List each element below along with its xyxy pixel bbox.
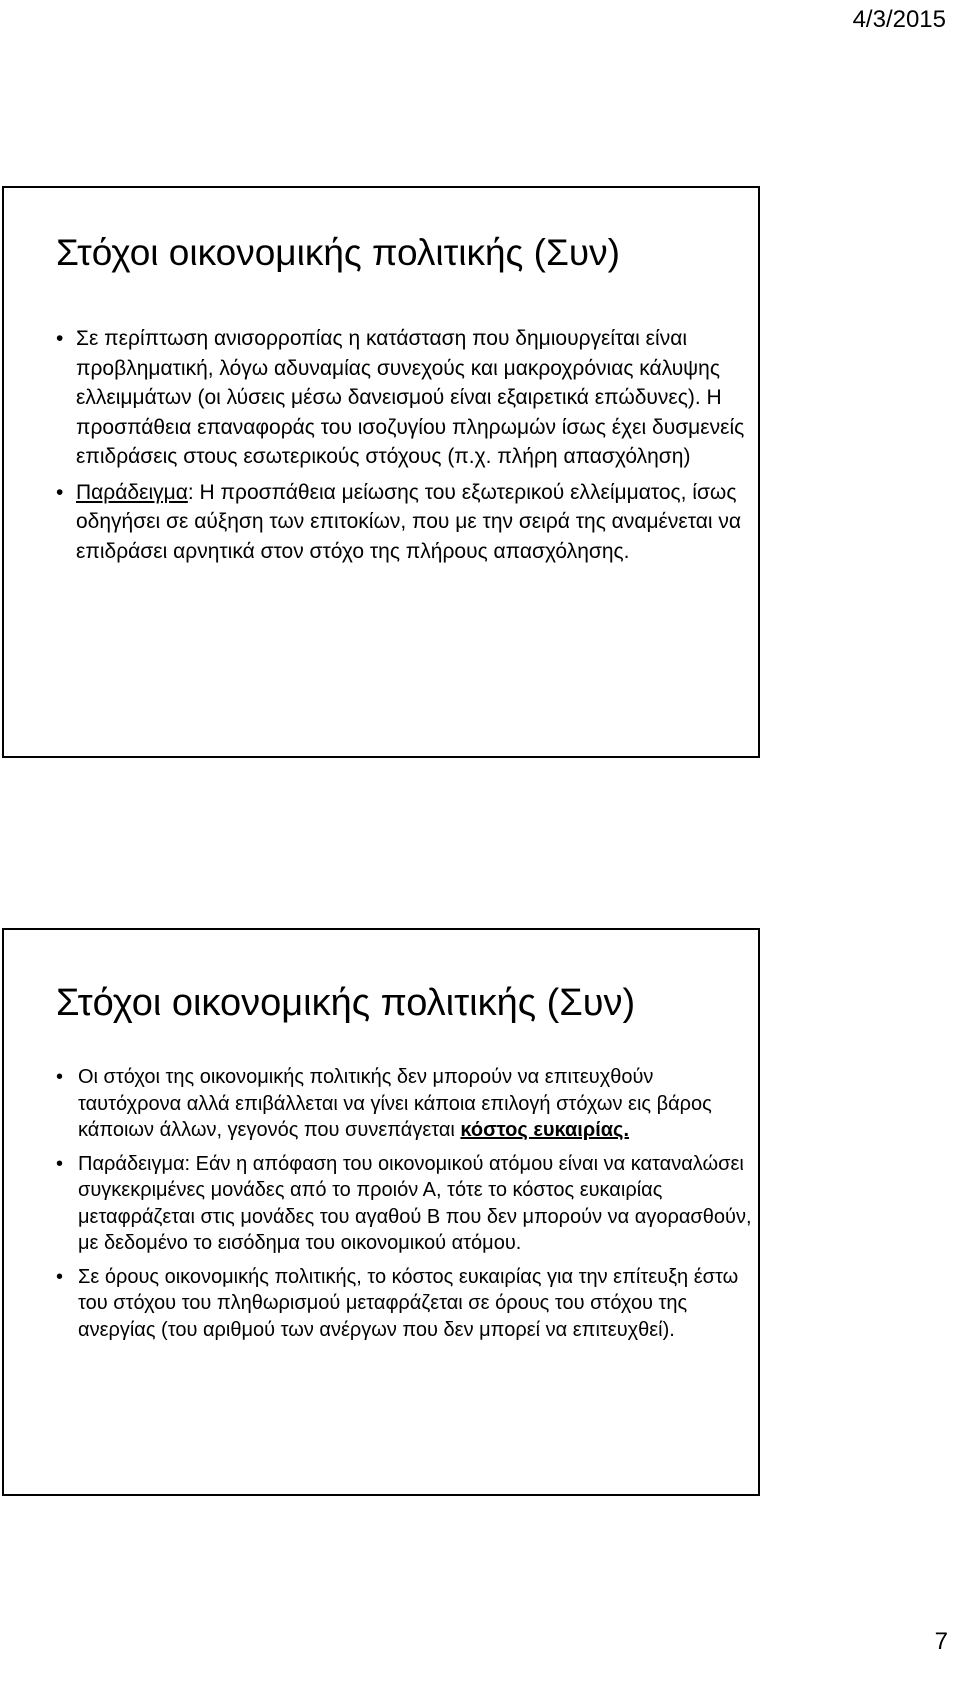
bullet-text: Σε περίπτωση ανισορροπίας η κατάσταση που δημιουργείται είναι προβληματική, λόγω αδυναμίας συνεχούς και μακροχρόνιας κάλυψης ελλειμμάτων (οι λύσεις μέσω δανεισμού είναι εξαιρετικά επώδυνες). Η προσπάθεια επαναφοράς του ισοζυγίου πληρωμών ίσως έχει δυσμενείς επιδράσεις στους εσωτερικούς στόχους (π.χ. πλήρη απασχόληση) (76, 327, 745, 468)
page-number: 7 (934, 1628, 948, 1655)
bullet-icon: • (56, 1152, 64, 1175)
slide-title: Στόχοι οικονομικής πολιτικής (Συν) (56, 232, 620, 273)
slide-title: Στόχοι οικονομικής πολιτικής (Συν) (56, 982, 636, 1024)
bullet-list (56, 324, 752, 572)
bullet-item (56, 1151, 752, 1257)
example-label: Παράδειγμα (76, 480, 188, 504)
bullet-text: : Η προσπάθεια μείωσης του εξωτερικού ελλείμματος, ίσως οδηγήσει σε αύξηση των επιτοκίων, που με την σειρά της αναμένεται να επιδράσει αρνητικά στον στόχο της πλήρους απασχόλησης. (76, 480, 742, 563)
bullet-item (56, 478, 752, 567)
slide-1 (2, 186, 760, 758)
slide-2 (2, 928, 760, 1496)
bullet-item (56, 1064, 752, 1144)
bullet-text: Οι στόχοι της οικονομικής πολιτικής δεν μπορούν να επιτευχθούν ταυτόχρονα αλλά επιβάλλεται να γίνει κάποια επιλογή στόχων εις βάρος κάποιων άλλων, γεγονός που συνεπάγεται (78, 1066, 712, 1141)
bullet-icon: • (56, 1066, 64, 1088)
bullet-icon: • (56, 327, 64, 350)
bullet-list (56, 1064, 752, 1350)
bullet-text: Παράδειγμα: Εάν η απόφαση του οικονομικού ατόμου είναι να καταναλώσει συγκεκριμένες μονάδες από το προιόν Α, τότε το κόστος ευκαιρίας μεταφράζεται στις μονάδες του αγαθού Β που δεν μπορούν να αγορασθούν, με δεδομένο το εισόδημα του οικονομικού ατόμου. (78, 1152, 752, 1254)
bullet-icon: • (56, 480, 64, 504)
bullet-icon: • (56, 1265, 64, 1288)
page-date: 4/3/2015 (852, 6, 946, 33)
opportunity-cost-term: κόστος ευκαιρίας. (460, 1119, 630, 1141)
bullet-item (56, 1264, 752, 1344)
bullet-item (56, 324, 752, 472)
bullet-text: Σε όρους οικονομικής πολιτικής, το κόστος ευκαιρίας για την επίτευξη έστω του στόχου του πληθωρισμού μεταφράζεται σε όρους του στόχου της ανεργίας (του αριθμού των ανέργων που δεν μπορεί να επιτευχθεί). (78, 1265, 739, 1341)
